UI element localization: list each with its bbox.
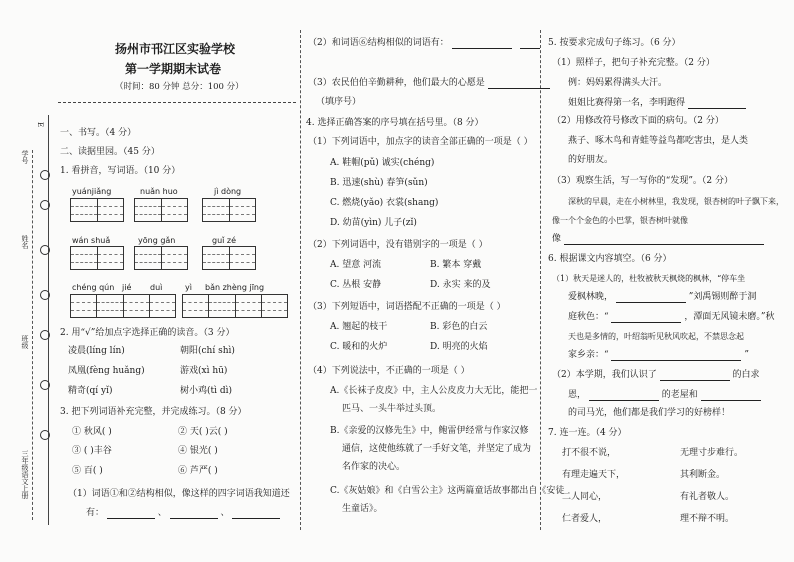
question-4: 4. 选择正确答案的序号填在括号里。（8 分） — [306, 118, 484, 128]
q6-2-line1-text: （2）本学期，我们认识了 — [552, 370, 657, 380]
pinyin-5: yōng gǎn — [138, 236, 176, 245]
pinyin-10: yì — [185, 283, 192, 292]
q6-1-line5-text: 家乡亲：“ — [568, 350, 609, 360]
match-right-item[interactable]: 有礼者敬人。 — [680, 492, 735, 502]
answer-blank[interactable] — [488, 79, 550, 89]
q4-2-opt-a[interactable]: A. 望意 河流 — [330, 260, 382, 270]
q2-option[interactable]: 精奇(qí yǐ) — [68, 386, 113, 396]
question-3: 3. 把下列词语补充完整，并完成练习。（8 分） — [60, 407, 247, 417]
binding-hole — [40, 430, 50, 440]
q3-sub1-line2 — [86, 508, 280, 519]
column-divider-2 — [540, 30, 541, 530]
answer-blank[interactable] — [660, 371, 730, 381]
col2-line-2b: （填序号） — [316, 97, 362, 107]
q4-4-opt-c-cont: 生童话》。 — [342, 504, 383, 514]
section-writing: 一、书写。（4 分） — [60, 128, 137, 138]
q3-item[interactable]: ② 天( )云( ) — [178, 427, 228, 437]
writing-grid[interactable] — [70, 198, 124, 222]
q6-1-line5 — [568, 350, 749, 361]
q3-item[interactable]: ③ ( )丰谷 — [72, 446, 112, 456]
q5-3-fill-text: 像 — [552, 234, 562, 244]
q3-sub1-sep: 、 — [220, 508, 230, 518]
section-reading: 二、读据里园。（45 分） — [60, 147, 160, 157]
q6-1-line5-after: ” — [744, 350, 749, 360]
pinyin-4: wán shuǎ — [72, 236, 111, 245]
answer-blank[interactable] — [589, 391, 659, 401]
q4-4-opt-c[interactable]: C.《灰姑娘》和《白雪公主》这两篇童话故事都出自《安徒 — [330, 486, 565, 496]
binding-hole — [40, 290, 50, 300]
q4-1-opt-a[interactable]: A. 鞋帽(pǔ) 诚实(chéng) — [330, 158, 435, 168]
q6-2-line3: 的司马光，他们都是我们学习的好榜样！ — [568, 408, 731, 418]
q4-3-opt-a[interactable]: A. 翘起的枝干 — [330, 322, 388, 332]
pinyin-7: chéng qún — [72, 283, 115, 292]
q6-2-line1 — [552, 370, 760, 381]
exam-title: 第一学期期末试卷 — [125, 62, 222, 76]
q4-4-opt-b-cont: 通信，这使他练就了一手好文笔，并坚定了成为 — [342, 444, 532, 454]
q2-option[interactable]: 凤凰(fèng huǎng) — [68, 366, 145, 376]
q5-3-text: 深秋的早晨，走在小树林里，我发现，银杏树的叶子飘下来， — [568, 197, 784, 206]
q6-2-line2 — [568, 390, 761, 401]
q5-3-fill — [552, 234, 764, 245]
q3-sub1-sep: 、 — [157, 508, 167, 518]
answer-blank[interactable] — [232, 509, 280, 519]
side-student-id: 学号 — [21, 150, 29, 164]
q4-3: （3）下列短语中，词语搭配不正确的一项是（ ） — [308, 302, 506, 312]
q6-2-line1-after: 的白求 — [732, 370, 760, 380]
pinyin-1: yuánjiǎng — [72, 187, 112, 196]
match-right-item[interactable]: 其利断金。 — [680, 470, 726, 480]
q6-1-line2-text: 爱枫林晚， — [568, 292, 614, 302]
answer-blank[interactable] — [520, 39, 540, 49]
match-left-item[interactable]: 有理走遍天下， — [562, 470, 626, 480]
match-right-item[interactable]: 无理寸步难行。 — [680, 448, 744, 458]
writing-grid[interactable] — [134, 246, 188, 270]
binding-hole — [40, 245, 50, 255]
q4-4-opt-a[interactable]: A.《长袜子皮皮》中，主人公皮皮力大无比，能把一 — [330, 386, 538, 396]
q6-1-line3-after: ，潭面无风镜未磨。”秋 — [684, 312, 775, 322]
column-divider-1 — [300, 30, 301, 530]
question-2: 2. 用“√”给加点字选择正确的读音。（3 分） — [60, 328, 235, 338]
q5-1-example: 例：妈妈累得满头大汗。 — [568, 78, 668, 88]
writing-grid[interactable] — [202, 198, 256, 222]
match-left-item[interactable]: 二人同心， — [562, 492, 608, 502]
writing-grid[interactable] — [70, 294, 176, 318]
q6-1: （1）秋天是迷人的，杜牧被秋天枫烧的枫林，“停车坐 — [552, 274, 746, 283]
binding-hole — [40, 170, 50, 180]
match-left-item[interactable]: 仁者爱人， — [562, 514, 608, 524]
answer-blank[interactable] — [616, 293, 686, 303]
q3-item[interactable]: ⑤ 百( ) — [72, 466, 103, 476]
q6-1-line2 — [568, 292, 756, 303]
q4-3-opt-c[interactable]: C. 暖和的火炉 — [330, 342, 388, 352]
q5-1: （1）照样子，把句子补充完整。（2 分） — [552, 58, 715, 68]
q4-2-opt-d[interactable]: D. 永实 来的及 — [430, 280, 491, 290]
pinyin-9: duì — [150, 283, 163, 292]
q2-option[interactable]: 凌晨(líng lín) — [68, 346, 125, 356]
q2-option[interactable]: 朝阳(chí shì) — [180, 346, 235, 356]
answer-blank[interactable] — [701, 391, 761, 401]
col2-line-2-text: （3）农民伯伯辛勤耕种，他们最大的心愿是 — [308, 78, 485, 88]
answer-blank[interactable] — [452, 39, 512, 49]
side-class: 班级 — [21, 335, 29, 349]
q4-3-opt-b[interactable]: B. 彩色的白云 — [430, 322, 488, 332]
binding-hole — [40, 380, 50, 390]
pinyin-6: guǐ zé — [212, 236, 237, 245]
q5-2-sentence: 燕子、啄木鸟和青蛙等益鸟都吃害虫，是人类 — [568, 136, 749, 146]
q3-item[interactable]: ⑥ 芦严( ) — [178, 466, 218, 476]
q6-1-line3 — [568, 312, 774, 323]
question-7: 7. 连一连。（4 分） — [548, 428, 627, 438]
match-left-item[interactable]: 打不很不说， — [562, 448, 617, 458]
side-tag: E — [36, 122, 44, 128]
answer-blank[interactable] — [170, 509, 218, 519]
q4-4: （4）下列说法中，不正确的一项是（ ） — [308, 366, 470, 376]
q4-3-opt-d[interactable]: D. 明亮的火焰 — [430, 342, 488, 352]
exam-info: （时间：80 分钟 总分：100 分） — [115, 82, 244, 92]
answer-blank[interactable] — [564, 235, 764, 245]
q4-4-opt-a-cont: 匹马、一头牛举过头顶。 — [342, 404, 442, 414]
school-title: 扬州市邗江区实验学校 — [115, 42, 236, 56]
q4-1-opt-d[interactable]: D. 幼苗(yìn) 儿子(zǐ) — [330, 218, 417, 228]
writing-grid[interactable] — [134, 198, 188, 222]
side-name: 姓名 — [21, 235, 29, 249]
answer-blank[interactable] — [611, 351, 741, 361]
q4-4-opt-b-cont2: 名作家的决心。 — [342, 462, 406, 472]
writing-grid[interactable] — [182, 294, 288, 318]
answer-blank[interactable] — [688, 99, 746, 109]
writing-grid[interactable] — [70, 246, 124, 270]
col2-line-2 — [308, 78, 550, 89]
q5-2-sentence-cont: 的好朋友。 — [568, 155, 614, 165]
question-6: 6. 根据课文内容填空。（6 分） — [548, 254, 672, 264]
q3-item[interactable]: ① 秋风( ) — [72, 427, 112, 437]
q4-1-opt-c[interactable]: C. 燃烧(yǎo) 衣裳(shang) — [330, 198, 439, 208]
pinyin-11: bǎn zhèng jīng — [205, 283, 265, 292]
answer-blank[interactable] — [611, 313, 681, 323]
q4-2-opt-c[interactable]: C. 丛根 安静 — [330, 280, 382, 290]
col2-line-1 — [308, 38, 540, 49]
header-divider — [58, 102, 296, 103]
pinyin-8: jié — [122, 283, 132, 292]
question-5: 5. 按要求完成句子练习。（6 分） — [548, 38, 681, 48]
match-right-item[interactable]: 理不辩不明。 — [680, 514, 735, 524]
q3-sub1-prefix: 有： — [86, 508, 105, 518]
q2-option[interactable]: 游戏(xì hū) — [180, 366, 228, 376]
binding-hole — [40, 330, 50, 340]
q4-1: （1）下列词语中，加点字的读音全部正确的一项是（ ） — [308, 137, 533, 147]
answer-blank[interactable] — [107, 509, 155, 519]
q5-2: （2）用修改符号修改下面的病句。（2 分） — [552, 116, 724, 126]
q5-1-fill — [568, 98, 746, 109]
side-school: 三年级语文上册 — [21, 450, 29, 499]
question-1: 1. 看拼音，写词语。（10 分） — [60, 166, 181, 176]
writing-grid[interactable] — [202, 246, 256, 270]
q6-1-line4: 天也是多情的，叶绍翁听见秋风吹起，不禁思念起 — [568, 332, 744, 341]
q4-2-opt-b[interactable]: B. 繁本 穿戴 — [430, 260, 482, 270]
binding-hole — [40, 200, 50, 210]
q5-1-fill-text: 姐姐比赛得第一名，李明跑得 — [568, 98, 686, 108]
q6-2-line2-mid: 的老屋和 — [661, 390, 698, 400]
q4-2: （2）下列词语中，没有错别字的一项是（ ） — [308, 240, 488, 250]
q4-4-opt-b[interactable]: B.《亲爱的汉修先生》中，鲍雷伊经常与作家汉修 — [330, 426, 529, 436]
pinyin-2: nuǎn huo — [140, 187, 178, 196]
binding-line — [32, 150, 33, 520]
q6-1-line3-text: 庭秋色：“ — [568, 312, 609, 322]
q4-1-opt-b[interactable]: B. 迅速(shù) 春笋(sǔn) — [330, 178, 428, 188]
q6-2-line2-text: 恩， — [568, 390, 587, 400]
q3-sub1: （1）词语①和②结构相似，像这样的四字词语我知道还 — [68, 489, 290, 499]
q5-3-text-cont: 像一个个金色的小巴掌，银杏树叶就像 — [552, 216, 688, 225]
q6-1-line2-after: ”刘禹锡则醉于洞 — [688, 292, 757, 302]
pinyin-3: jì dòng — [214, 187, 242, 196]
col2-line-1-text: （2）和词语⑥结构相似的词语有： — [308, 38, 449, 48]
q2-option[interactable]: 树小鸡(tì dì) — [180, 386, 233, 396]
q3-item[interactable]: ④ 银光( ) — [178, 446, 218, 456]
q5-3: （3）观察生活，写一写你的“发现”。（2 分） — [552, 176, 734, 186]
